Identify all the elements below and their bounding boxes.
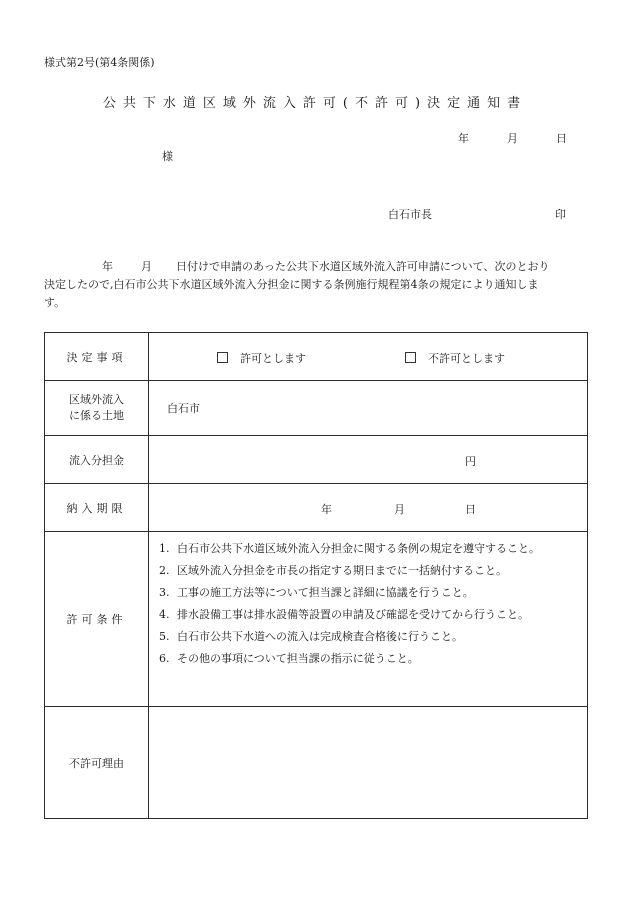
condition-text: 工事の施工方法等について担当課と詳細に協議を行うこと。 [177, 586, 474, 599]
addressee-honorific: 様 [162, 150, 173, 163]
intro-paragraph [44, 258, 584, 312]
date-month-label: 月 [507, 132, 518, 145]
conditions-label: 許可条件 [45, 532, 149, 707]
condition-text: 区域外流入分担金を市長の指定する期日までに一括納付すること。 [177, 564, 507, 577]
land-row [45, 381, 588, 436]
document-title: 公共下水道区域外流入許可(不許可)決定通知書 [102, 96, 528, 111]
reason-label: 不許可理由 [45, 707, 149, 819]
condition-text: 排水設備工事は排水設備等設置の申請及び確認を受けてから行うこと。 [177, 608, 529, 621]
condition-item [159, 626, 587, 648]
fee-unit: 円 [465, 455, 476, 468]
condition-item [159, 582, 587, 604]
deny-option[interactable] [405, 350, 505, 366]
condition-number: 5. [159, 630, 170, 643]
deadline-year: 年 [321, 503, 332, 516]
condition-item [159, 538, 587, 560]
fee-value-cell[interactable] [149, 436, 588, 484]
deadline-label: 納入期限 [45, 484, 149, 532]
land-label [45, 381, 149, 436]
permit-checkbox[interactable] [217, 352, 228, 363]
decision-row [45, 333, 588, 381]
permit-option[interactable] [217, 350, 306, 366]
intro-line-1-text: 日付けで申請のあった公共下水道区域外流入許可申請について、次のとおり [176, 260, 550, 273]
deadline-value-cell[interactable] [149, 484, 588, 532]
seal-mark: 印 [555, 208, 566, 221]
deny-option-label: 不許可とします [428, 352, 505, 365]
condition-text: その他の事項について担当課の指示に従うこと。 [177, 652, 419, 665]
condition-number: 4. [159, 608, 170, 621]
conditions-list [149, 532, 587, 670]
land-label-line-2: に係る土地 [69, 409, 124, 422]
deadline-row [45, 484, 588, 532]
condition-item [159, 648, 587, 670]
condition-item [159, 560, 587, 582]
date-day-label: 日 [556, 132, 567, 145]
reason-row [45, 707, 588, 819]
reason-value-cell[interactable] [149, 707, 588, 819]
land-label-line-1: 区域外流入 [69, 393, 124, 406]
form-number-label: 様式第2号(第4条関係) [44, 56, 155, 69]
land-value-cell[interactable] [149, 381, 588, 436]
intro-line-3: す。 [44, 296, 66, 309]
intro-line-1 [44, 258, 584, 276]
land-value: 白石市 [167, 402, 200, 415]
intro-line-2: 決定したので,白石市公共下水道区域外流入分担金に関する条例施行規程第4条の規定により通知しま [44, 278, 539, 291]
intro-year: 年 [102, 260, 113, 273]
condition-text: 白石市公共下水道区域外流入分担金に関する条例の規定を遵守すること。 [177, 542, 540, 555]
conditions-row [45, 532, 588, 707]
condition-number: 1. [159, 542, 170, 555]
date-year-label: 年 [458, 132, 469, 145]
conditions-cell [149, 532, 588, 707]
deadline-month: 月 [394, 503, 405, 516]
condition-number: 3. [159, 586, 170, 599]
decision-label: 決定事項 [45, 333, 149, 381]
fee-label: 流入分担金 [45, 436, 149, 484]
issuer-name: 白石市長 [388, 208, 432, 221]
condition-number: 2. [159, 564, 170, 577]
intro-month: 月 [141, 260, 152, 273]
deadline-day: 日 [465, 503, 476, 516]
condition-text: 白石市公共下水道への流入は完成検査合格後に行うこと。 [177, 630, 463, 643]
condition-item [159, 604, 587, 626]
notice-form-table [44, 332, 588, 819]
fee-row [45, 436, 588, 484]
permit-option-label: 許可とします [240, 352, 306, 365]
deny-checkbox[interactable] [405, 352, 416, 363]
decision-cell [149, 333, 588, 381]
condition-number: 6. [159, 652, 170, 665]
